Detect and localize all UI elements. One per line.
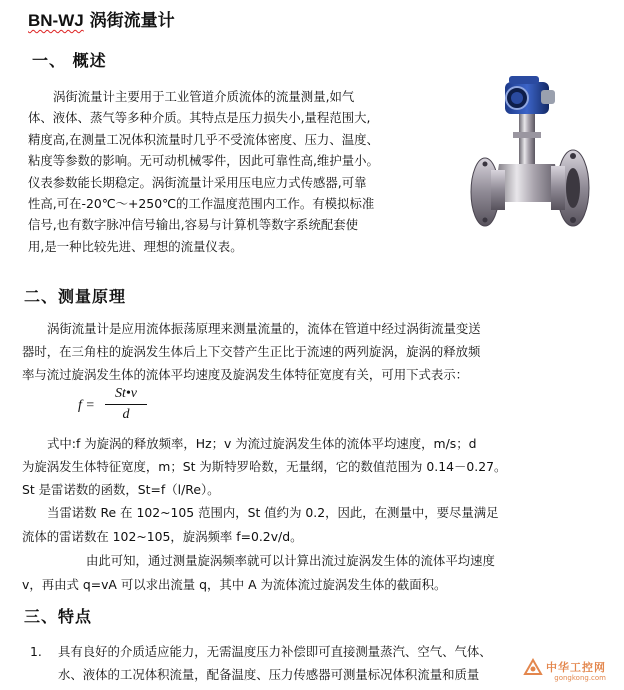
list-item [30, 640, 492, 663]
formula-denominator: d [122, 407, 130, 422]
paragraph-line: 器时，在三角柱的旋涡发生体后上下交替产生正比于流速的两列旋涡，旋涡的释放频 [22, 343, 481, 359]
paragraph-line: 性高,可在-20℃～+250℃的工作温度范围内工作。有模拟标准 [28, 196, 375, 212]
paragraph-line: 信号,也有数字脉冲信号输出,容易与计算机等数字系统配套使 [28, 217, 359, 233]
reynolds-paragraph [22, 501, 499, 548]
paragraph-line: 仪表参数能长期稳定。涡街流量计采用压电应力式传感器,可靠 [28, 174, 367, 190]
paragraph-line: 率与流过旋涡发生体的流体平均速度及旋涡发生体特征宽度有关，可用下式表示： [22, 366, 469, 382]
vortex-flowmeter-image [455, 62, 605, 232]
conclusion-paragraph [22, 549, 495, 596]
features-list [30, 640, 492, 686]
fraction-bar [105, 404, 147, 405]
paragraph-line: 当雷诺数 Re 在 102~105 范围内，St 值约为 0.2，因此，在测量中，要尽量满足 [47, 505, 499, 520]
list-item-number: 1. [30, 644, 42, 659]
section-2-intro [22, 318, 612, 386]
paragraph-line: 精度高,在测量工况体积流量时几乎不受流体密度、压力、温度、 [28, 131, 379, 147]
section-2-heading: 二、测量原理 [24, 287, 127, 306]
title-name: 涡街流量计 [89, 11, 175, 31]
conclusion-line-2: v，再由式 q=vA 可以求出流量 q，其中 A 为流体流过旋涡发生体的截面积。 [22, 576, 447, 592]
paragraph-line: 粘度等参数的影响。无可动机械零件，因此可靠性高,维护量小。 [28, 153, 379, 169]
paragraph-line: 由此可知，通过测量旋涡频率就可以计算出流过旋涡发生体的流体平均速度 [86, 553, 495, 568]
list-item-continuation: 水、液体的工况体积流量，配备温度、压力传感器可测量标况体积流量和质量 [58, 667, 480, 682]
paragraph-line: St 是雷诺数的函数，St=f（l/Re）。 [22, 482, 220, 497]
formula-numerator: St•v [114, 386, 137, 401]
paragraph-line: 用,是一种比较先进、理想的流量仪表。 [28, 238, 243, 254]
section-1-body [28, 86, 448, 257]
title-code: BN-WJ [28, 11, 84, 30]
list-item-line: 具有良好的介质适应能力，无需温度压力补偿即可直接测量蒸汽、空气、气体、 [58, 644, 492, 659]
watermark-logo-icon [523, 658, 543, 676]
watermark-text: 中华工控网 [546, 661, 606, 674]
section-1-heading: 一、 概述 [32, 51, 107, 70]
gongkong-watermark [523, 658, 606, 682]
paragraph-line: 涡街流量计主要用于工业管道介质流体的流量测量,如气 [53, 89, 355, 104]
paragraph-line: 涡街流量计是应用流体振荡原理来测量流量的，流体在管道中经过涡街流量变送 [47, 321, 481, 336]
formula-fraction [105, 386, 147, 423]
paragraph-line: 为旋涡发生体特征宽度，m；St 为斯特罗哈数，无量纲，它的数值范围为 0.14－0.27。 [22, 459, 507, 474]
paragraph-line: 体、液体、蒸气等多种介质。其特点是压力损失小,量程范围大, [28, 110, 371, 126]
paragraph-line [22, 573, 495, 597]
paragraph-line: 流体的雷诺数在 102~105，旋涡频率 f=0.2v/d。 [22, 528, 303, 544]
formula-lhs: f = [78, 398, 95, 413]
watermark-url: gongkong.com [554, 674, 606, 682]
formula-definitions [22, 432, 506, 501]
document-title [28, 6, 175, 31]
section-3-heading: 三、特点 [24, 607, 93, 626]
paragraph-line: 式中:f 为旋涡的释放频率，Hz；v 为流过旋涡发生体的流体平均速度，m/s；d [47, 436, 477, 451]
